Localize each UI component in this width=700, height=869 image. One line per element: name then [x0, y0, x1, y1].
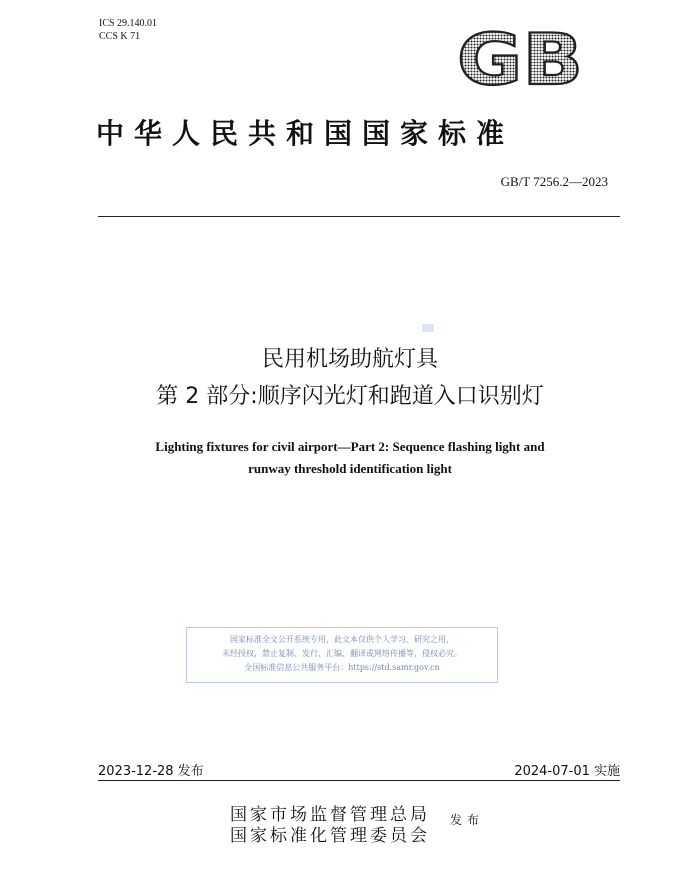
bottom-divider [98, 780, 620, 781]
implementation-date: 2024-07-01 实施 [514, 764, 620, 779]
notice-line-1: 国家标准全文公开系统专用，此文本仅供个人学习、研究之用， [230, 635, 454, 644]
ics-code: ICS 29.140.01 [99, 18, 158, 29]
gb-logo-text: GB [457, 28, 583, 90]
copyright-notice-box [186, 627, 498, 683]
watermark-mark [422, 324, 434, 332]
title-cn-line-1: 民用机场助航灯具 [261, 347, 438, 372]
national-standard-heading: 中华人民共和国国家标准 [96, 117, 515, 150]
issuer-line-1: 国家市场监督管理总局 [230, 805, 430, 825]
notice-line-3: 全国标准信息公共服务平台：https://std.samr.gov.cn [244, 663, 440, 672]
title-cn-line-2: 第 2 部分:顺序闪光灯和跑道入口识别灯 [156, 384, 544, 409]
ccs-code: CCS K 71 [99, 31, 141, 42]
title-en-line-1: Lighting fixtures for civil airport—Part 2: Sequence flashing light and [155, 439, 545, 454]
issuer-line-2: 国家标准化管理委员会 [230, 826, 430, 846]
notice-line-2: 未经授权，禁止复制、发行、汇编、翻译或网络传播等，侵权必究。 [222, 649, 462, 658]
gb-logo [455, 28, 585, 90]
publish-label: 发布 [450, 813, 485, 827]
standard-number: GB/T 7256.2—2023 [500, 174, 608, 189]
title-en-line-2: runway threshold identification light [248, 461, 452, 476]
classification-codes [99, 17, 157, 43]
top-divider [98, 216, 620, 217]
issue-date: 2023-12-28 发布 [98, 764, 204, 779]
